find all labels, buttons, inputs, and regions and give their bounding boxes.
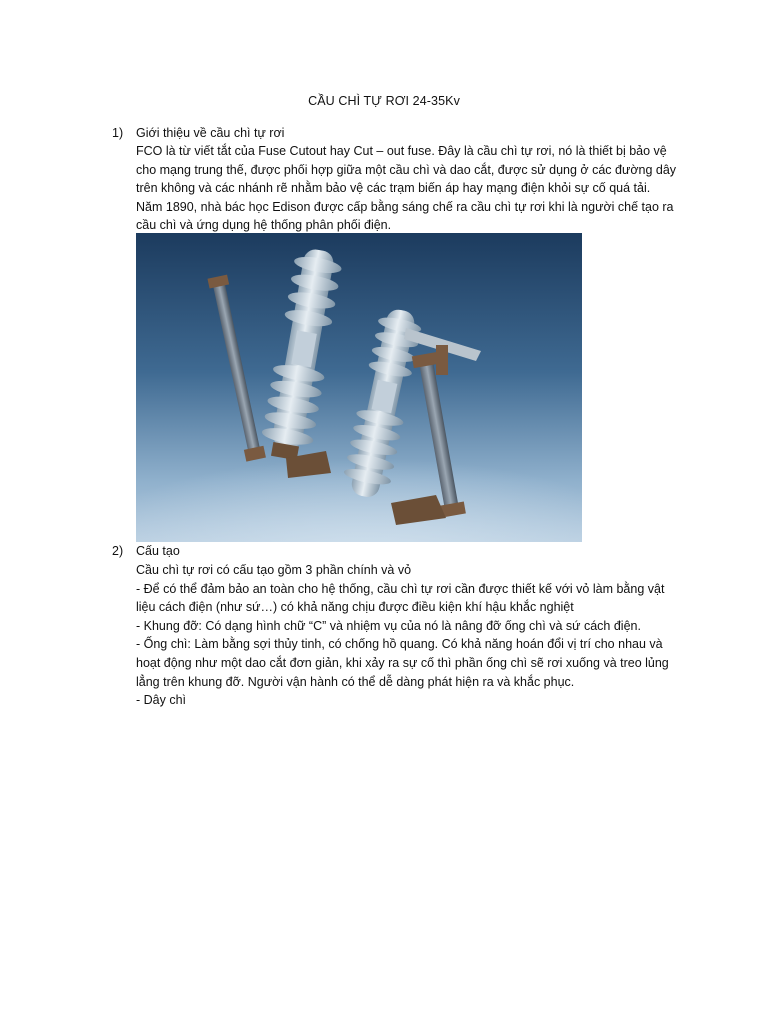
section-1-title: Giới thiệu về cầu chì tự rơi	[136, 126, 285, 140]
paragraph-line: cầu chì và ứng dụng hệ thống phân phối điện.	[136, 218, 392, 233]
section-2-body	[136, 561, 676, 710]
paragraph-line: - Ống chì: Làm bằng sợi thủy tinh, có chống hồ quang. Có khả năng hoán đổi vị trí cho nhau và	[136, 637, 663, 652]
section-1-number: 1)	[112, 126, 124, 140]
section-2-heading	[112, 542, 180, 560]
section-2-title: Cấu tạo	[136, 544, 180, 558]
paragraph-line: Cầu chì tự rơi có cấu tạo gồm 3 phần chính và vỏ	[136, 563, 412, 577]
paragraph-line: cho mạng trung thế, được phối hợp giữa một cầu chì và dao cắt, được sử dụng ở các đường dây	[136, 162, 677, 177]
section-1-body	[136, 142, 676, 235]
paragraph-line: - Dây chì	[136, 693, 187, 708]
paragraph-line: - Để có thể đảm bảo an toàn cho hệ thống, cầu chì tự rơi cần được thiết kế với vỏ làm bằng vật	[136, 581, 665, 596]
paragraph-line: liệu cách điện (như sứ…) có khả năng chịu được điều kiện khí hậu khắc nghiệt	[136, 600, 574, 615]
document-title: CẦU CHÌ TỰ RƠI 24-35Kv	[308, 94, 460, 108]
section-1-heading	[112, 124, 284, 142]
paragraph-line: lẳng trên khung đỡ. Người vận hành có thể dễ dàng phát hiện ra và khắc phục.	[136, 674, 575, 689]
paragraph-line: Năm 1890, nhà bác học Edison được cấp bằng sáng chế ra cầu chì tự rơi khi là người chế tạo ra	[136, 199, 674, 214]
paragraph-line: hoạt động như một dao cắt đơn giản, khi xảy ra sự cố thì phần ống chì sẽ rơi xuống và treo lủng	[136, 655, 669, 670]
fuse-cutout-photo	[136, 233, 582, 542]
paragraph-line: - Khung đỡ: Có dạng hình chữ “C” và nhiệm vụ của nó là nâng đỡ ống chì và sứ cách điện.	[136, 618, 641, 633]
paragraph-line: FCO là từ viết tắt của Fuse Cutout hay Cut – out fuse. Đây là cầu chì tự rơi, nó là thiết bị bảo vệ	[136, 144, 667, 158]
paragraph-line: trên không và các nhánh rẽ nhằm bảo vệ các trạm biến áp hay mạng điện khỏi sự cố quá tải.	[136, 181, 651, 196]
section-2-number: 2)	[112, 544, 124, 558]
